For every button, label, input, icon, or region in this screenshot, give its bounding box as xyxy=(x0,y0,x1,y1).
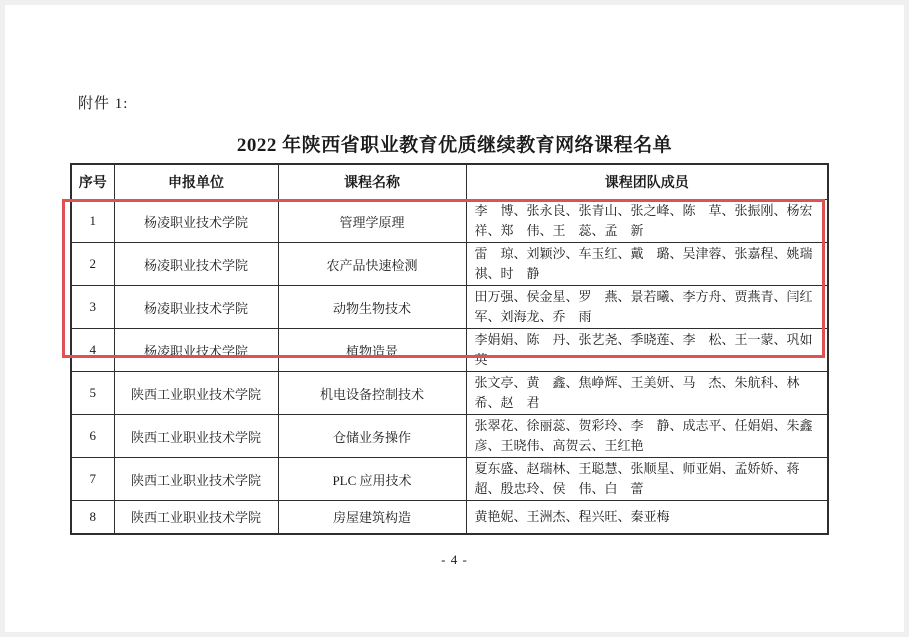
page-number: - 4 - xyxy=(441,552,468,567)
table-row xyxy=(71,501,828,534)
cell-members: 田万强、侯金星、罗 燕、景若曦、李方舟、贾燕青、闫红军、刘海龙、乔 雨 xyxy=(466,286,828,329)
cell-unit: 陕西工业职业技术学院 xyxy=(114,415,278,458)
header-members: 课程团队成员 xyxy=(466,164,828,200)
cell-members: 李 博、张永良、张青山、张之峰、陈 草、张振刚、杨宏祥、郑 伟、王 蕊、孟 新 xyxy=(466,200,828,243)
cell-course: 仓储业务操作 xyxy=(278,415,466,458)
table-row xyxy=(71,329,828,372)
table-row xyxy=(71,243,828,286)
cell-unit: 杨凌职业技术学院 xyxy=(114,329,278,372)
cell-course: 植物造景 xyxy=(278,329,466,372)
cell-unit: 杨凌职业技术学院 xyxy=(114,200,278,243)
page-title: 2022 年陕西省职业教育优质继续教育网络课程名单 xyxy=(236,135,673,156)
attachment-label: 附件 1: xyxy=(78,96,129,112)
cell-no: 6 xyxy=(71,415,114,458)
cell-unit: 陕西工业职业技术学院 xyxy=(114,501,278,534)
cell-course: 房屋建筑构造 xyxy=(278,501,466,534)
cell-members: 雷 琼、刘颖沙、车玉红、戴 璐、吴津蓉、张嘉程、姚瑞祺、时 静 xyxy=(466,243,828,286)
table-row xyxy=(71,458,828,501)
cell-course: 动物生物技术 xyxy=(278,286,466,329)
cell-no: 1 xyxy=(71,200,114,243)
header-course: 课程名称 xyxy=(278,164,466,200)
table-row xyxy=(71,286,828,329)
cell-members: 张翠花、徐丽蕊、贺彩玲、李 静、成志平、任娟娟、朱鑫彦、王晓伟、高贺云、王红艳 xyxy=(466,415,828,458)
cell-unit: 陕西工业职业技术学院 xyxy=(114,458,278,501)
cell-course: 农产品快速检测 xyxy=(278,243,466,286)
cell-members: 李娟娟、陈 丹、张艺尧、季晓莲、李 松、王一蒙、巩如英 xyxy=(466,329,828,372)
cell-course: PLC 应用技术 xyxy=(278,458,466,501)
cell-members: 黄艳妮、王洲杰、程兴旺、秦亚梅 xyxy=(466,501,828,534)
table-row xyxy=(71,415,828,458)
cell-unit: 杨凌职业技术学院 xyxy=(114,243,278,286)
table-header-row xyxy=(71,164,828,200)
header-no: 序号 xyxy=(71,164,114,200)
cell-no: 8 xyxy=(71,501,114,534)
cell-unit: 杨凌职业技术学院 xyxy=(114,286,278,329)
cell-unit: 陕西工业职业技术学院 xyxy=(114,372,278,415)
cell-no: 2 xyxy=(71,243,114,286)
cell-members: 夏东盛、赵瑞林、王聪慧、张顺星、师亚娟、孟娇娇、蒋 超、殷忠玲、侯 伟、白 蕾 xyxy=(466,458,828,501)
cell-no: 7 xyxy=(71,458,114,501)
cell-course: 机电设备控制技术 xyxy=(278,372,466,415)
cell-no: 4 xyxy=(71,329,114,372)
table-row xyxy=(71,200,828,243)
header-unit: 申报单位 xyxy=(114,164,278,200)
cell-members: 张文亭、黄 鑫、焦峥辉、王美妍、马 杰、朱航科、林 希、赵 君 xyxy=(466,372,828,415)
cell-no: 3 xyxy=(71,286,114,329)
cell-no: 5 xyxy=(71,372,114,415)
cell-course: 管理学原理 xyxy=(278,200,466,243)
table-row xyxy=(71,372,828,415)
course-table xyxy=(70,163,829,535)
